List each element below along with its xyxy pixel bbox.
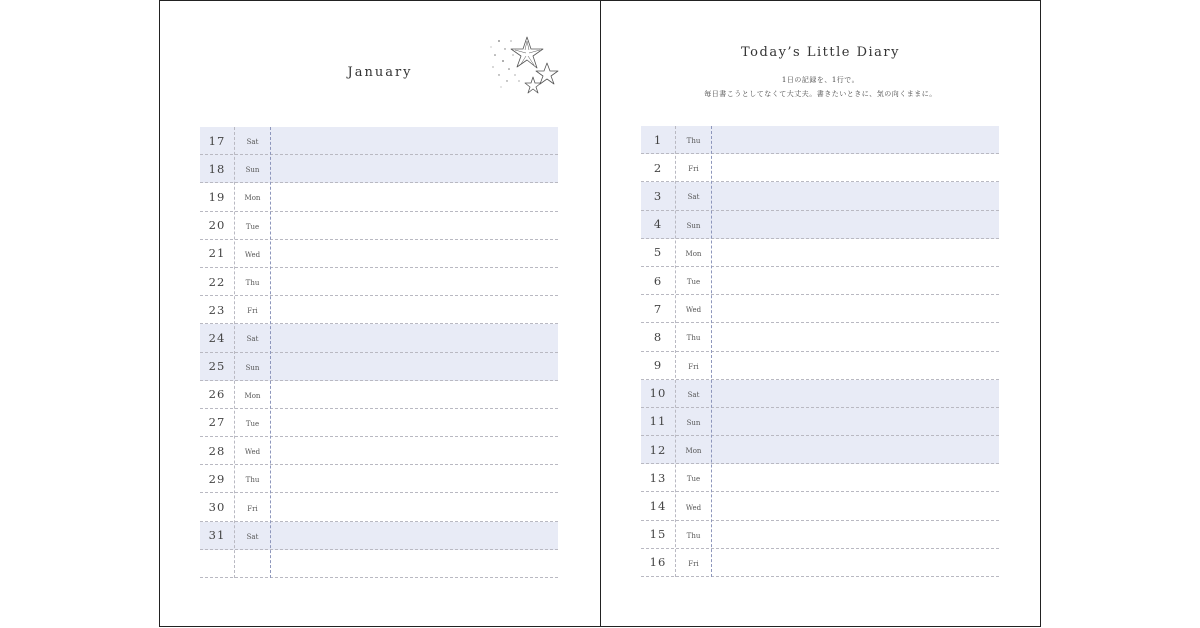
right-page xyxy=(600,0,1041,627)
day-date: 16 xyxy=(649,555,667,570)
day-weekday: Thu xyxy=(686,137,701,146)
diary-entry-line[interactable] xyxy=(271,353,558,380)
day-weekday xyxy=(235,550,270,577)
diary-entry-line[interactable] xyxy=(271,127,558,154)
day-date: 7 xyxy=(653,301,663,316)
diary-entry-line[interactable] xyxy=(712,295,999,322)
day-weekday: Wed xyxy=(244,448,261,457)
left-day-table xyxy=(200,127,558,578)
day-row xyxy=(641,464,999,492)
diary-entry-line[interactable] xyxy=(271,522,558,549)
day-date: 10 xyxy=(649,386,667,401)
day-date: 11 xyxy=(649,414,667,429)
day-date: 2 xyxy=(653,160,663,175)
day-row xyxy=(641,267,999,295)
day-row xyxy=(641,521,999,549)
day-row xyxy=(200,465,558,493)
month-title: January xyxy=(347,65,413,80)
diary-subtitle-line1: 1日の記録を、1行で。 xyxy=(781,76,860,84)
diary-entry-line[interactable] xyxy=(712,436,999,463)
day-row xyxy=(200,268,558,296)
day-weekday: Tue xyxy=(686,475,701,484)
diary-title: Today’s Little Diary xyxy=(741,45,900,60)
day-weekday: Wed xyxy=(685,306,702,315)
starfish-icon xyxy=(485,29,565,101)
day-date: 31 xyxy=(208,528,226,543)
day-row xyxy=(641,323,999,351)
day-row xyxy=(641,239,999,267)
diary-entry-line[interactable] xyxy=(712,239,999,266)
left-page xyxy=(159,0,601,627)
diary-entry-line[interactable] xyxy=(712,464,999,491)
day-weekday: Thu xyxy=(245,476,260,485)
diary-subtitle-line2: 毎日書こうとしてなくて大丈夫。書きたいときに、気の向くままに。 xyxy=(704,90,937,98)
day-date: 9 xyxy=(653,358,663,373)
day-weekday: Tue xyxy=(245,222,260,231)
day-date: 6 xyxy=(653,273,663,288)
day-weekday: Sun xyxy=(245,166,260,175)
day-weekday: Fri xyxy=(247,504,258,513)
day-date: 17 xyxy=(208,133,226,148)
day-weekday: Tue xyxy=(245,419,260,428)
day-date: 8 xyxy=(653,329,663,344)
day-row xyxy=(641,211,999,239)
day-date: 21 xyxy=(208,246,226,261)
day-date: 30 xyxy=(208,500,226,515)
diary-entry-line[interactable] xyxy=(271,324,558,351)
diary-entry-line[interactable] xyxy=(271,409,558,436)
diary-entry-line[interactable] xyxy=(712,323,999,350)
day-weekday: Sat xyxy=(246,335,259,344)
diary-entry-line[interactable] xyxy=(712,126,999,153)
day-weekday: Mon xyxy=(244,194,261,203)
day-weekday: Sat xyxy=(687,193,700,202)
diary-entry-line[interactable] xyxy=(271,550,558,577)
diary-entry-line[interactable] xyxy=(712,521,999,548)
day-row xyxy=(641,436,999,464)
diary-entry-line[interactable] xyxy=(712,211,999,238)
day-weekday: Thu xyxy=(686,334,701,343)
day-date: 18 xyxy=(208,161,226,176)
diary-entry-line[interactable] xyxy=(271,465,558,492)
day-date: 3 xyxy=(653,188,663,203)
diary-entry-line[interactable] xyxy=(712,267,999,294)
day-weekday: Tue xyxy=(686,278,701,287)
day-date: 24 xyxy=(208,330,226,345)
day-row xyxy=(641,182,999,210)
day-date: 25 xyxy=(208,359,226,374)
day-row xyxy=(641,352,999,380)
day-date: 27 xyxy=(208,415,226,430)
day-row xyxy=(200,183,558,211)
column-divider xyxy=(270,127,271,578)
day-date: 19 xyxy=(208,189,226,204)
day-row xyxy=(200,212,558,240)
day-date: 15 xyxy=(649,527,667,542)
day-row xyxy=(200,240,558,268)
day-row xyxy=(200,155,558,183)
day-row xyxy=(200,409,558,437)
day-row xyxy=(200,550,558,578)
diary-entry-line[interactable] xyxy=(712,492,999,519)
day-weekday: Fri xyxy=(688,362,699,371)
day-row xyxy=(200,493,558,521)
column-divider xyxy=(711,126,712,577)
column-divider xyxy=(675,126,676,577)
day-weekday: Wed xyxy=(685,503,702,512)
day-row xyxy=(641,126,999,154)
day-weekday: Mon xyxy=(685,249,702,258)
day-weekday: Fri xyxy=(688,559,699,568)
day-weekday: Fri xyxy=(247,307,258,316)
day-date: 1 xyxy=(653,132,663,147)
diary-entry-line[interactable] xyxy=(271,493,558,520)
day-row xyxy=(641,549,999,577)
day-weekday: Thu xyxy=(686,531,701,540)
day-weekday: Sun xyxy=(686,221,701,230)
day-row xyxy=(200,437,558,465)
day-weekday: Mon xyxy=(685,447,702,456)
right-day-table xyxy=(641,126,999,577)
day-weekday: Sat xyxy=(246,532,259,541)
day-row xyxy=(200,127,558,155)
day-weekday: Sun xyxy=(245,363,260,372)
column-divider xyxy=(234,127,235,578)
day-date: 13 xyxy=(649,470,667,485)
diary-entry-line[interactable] xyxy=(271,240,558,267)
day-row xyxy=(641,154,999,182)
day-weekday: Sun xyxy=(686,418,701,427)
day-row xyxy=(200,296,558,324)
day-row xyxy=(200,381,558,409)
day-date: 26 xyxy=(208,387,226,402)
day-row xyxy=(200,522,558,550)
day-date: 23 xyxy=(208,302,226,317)
day-date: 22 xyxy=(208,274,226,289)
day-row xyxy=(641,295,999,323)
diary-entry-line[interactable] xyxy=(712,352,999,379)
day-date: 28 xyxy=(208,443,226,458)
day-row xyxy=(200,353,558,381)
diary-entry-line[interactable] xyxy=(271,212,558,239)
day-date: 20 xyxy=(208,218,226,233)
day-weekday: Sat xyxy=(246,138,259,147)
day-row xyxy=(641,492,999,520)
day-date: 5 xyxy=(653,245,663,260)
diary-entry-line[interactable] xyxy=(271,268,558,295)
day-date: 12 xyxy=(649,442,667,457)
diary-entry-line[interactable] xyxy=(712,380,999,407)
day-date: 14 xyxy=(649,499,667,514)
day-weekday: Fri xyxy=(688,165,699,174)
diary-entry-line[interactable] xyxy=(271,155,558,182)
day-row xyxy=(641,380,999,408)
diary-entry-line[interactable] xyxy=(271,296,558,323)
day-row xyxy=(641,408,999,436)
diary-entry-line[interactable] xyxy=(271,183,558,210)
diary-entry-line[interactable] xyxy=(712,154,999,181)
day-row xyxy=(200,324,558,352)
diary-entry-line[interactable] xyxy=(712,549,999,576)
diary-entry-line[interactable] xyxy=(712,408,999,435)
diary-entry-line[interactable] xyxy=(271,381,558,408)
day-date: 4 xyxy=(653,217,663,232)
day-weekday: Mon xyxy=(244,391,261,400)
diary-entry-line[interactable] xyxy=(271,437,558,464)
day-weekday: Wed xyxy=(244,250,261,259)
day-weekday: Sat xyxy=(687,390,700,399)
day-date xyxy=(200,550,234,577)
diary-entry-line[interactable] xyxy=(712,182,999,209)
day-weekday: Thu xyxy=(245,279,260,288)
day-date: 29 xyxy=(208,471,226,486)
